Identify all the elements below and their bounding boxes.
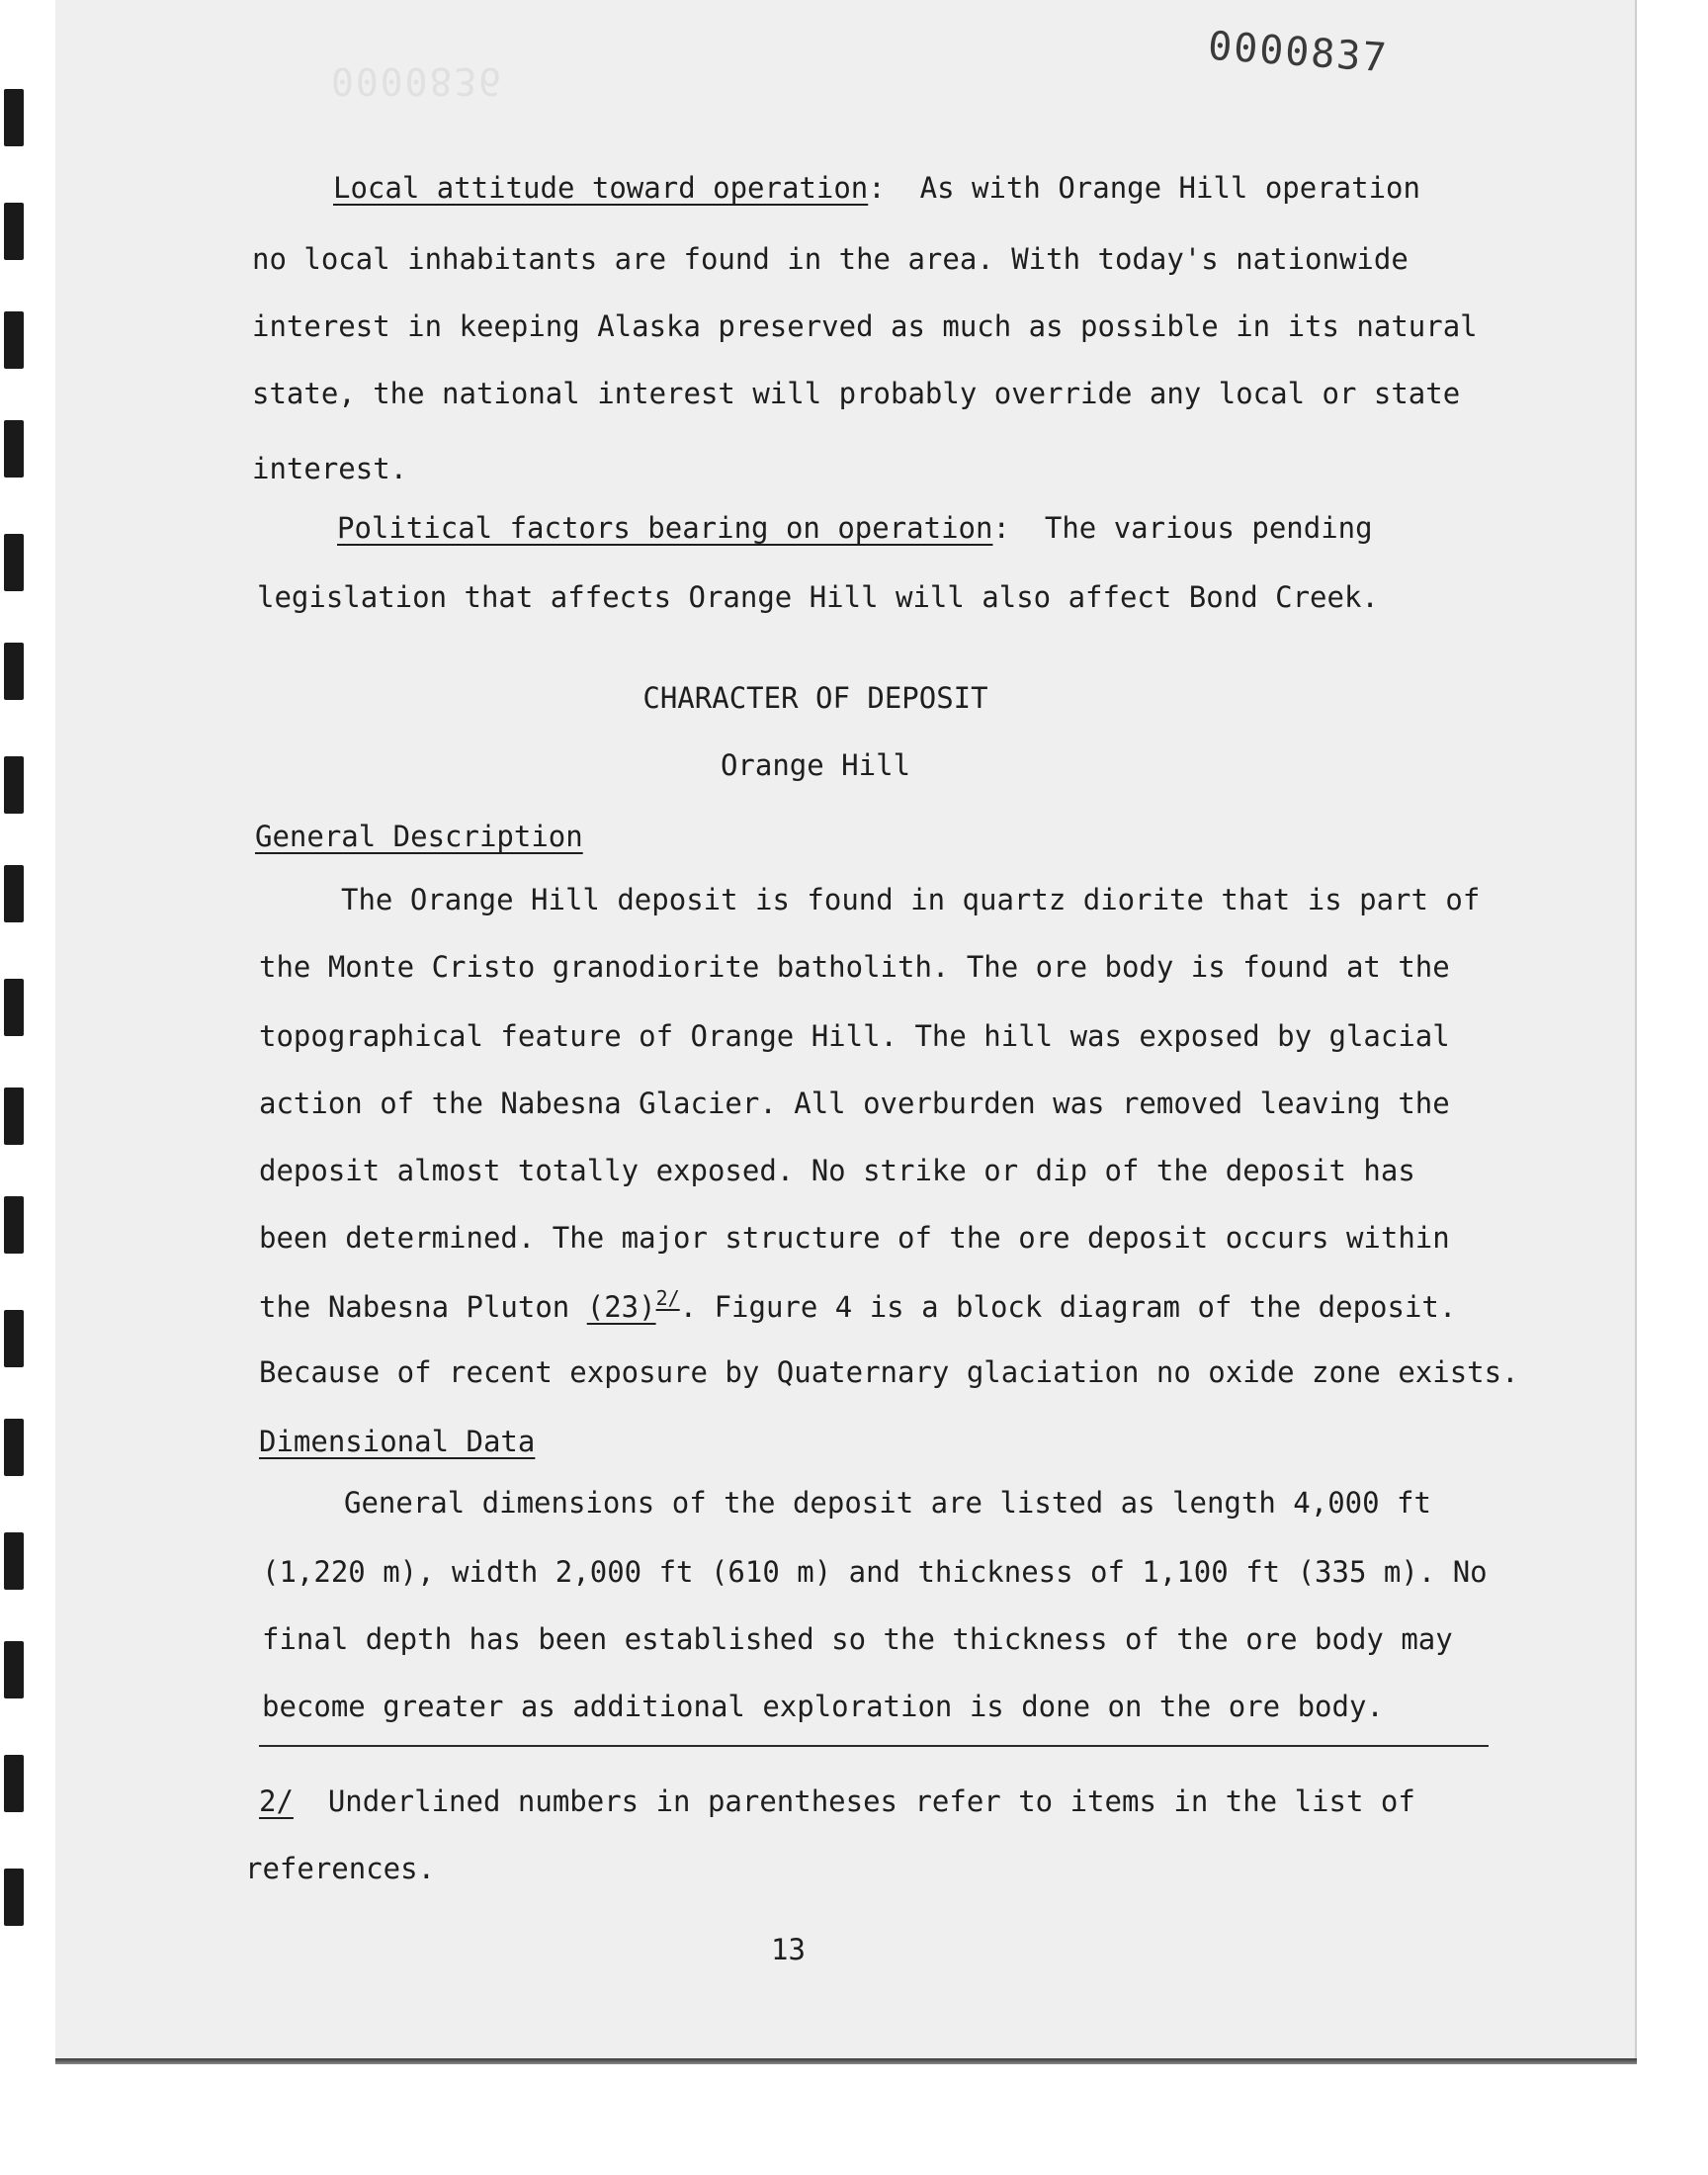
- footnote-marker: 2/: [655, 1286, 680, 1310]
- paragraph-line: state, the national interest will probably override any local or state: [252, 377, 1461, 410]
- footnote-mark: 2/: [259, 1784, 294, 1818]
- binding-hole: [4, 420, 24, 478]
- binding-hole: [4, 1196, 24, 1254]
- footnote-line: references.: [245, 1852, 436, 1885]
- subsection-heading-dimensional-data: Dimensional Data: [259, 1425, 536, 1458]
- paragraph-line: interest in keeping Alaska preserved as much as possible in its natural: [252, 309, 1478, 343]
- paragraph-line: legislation that affects Orange Hill will also affect Bond Creek.: [257, 580, 1379, 614]
- binding-hole: [4, 1310, 24, 1367]
- binding-hole: [4, 865, 24, 922]
- binding-hole: [4, 643, 24, 700]
- paragraph-line: deposit almost totally exposed. No strike or dip of the deposit has: [259, 1154, 1415, 1187]
- binding-hole: [4, 979, 24, 1036]
- page-bottom-edge: [55, 2058, 1637, 2064]
- binding-hole: [4, 756, 24, 814]
- binding-hole: [4, 1088, 24, 1145]
- section-title: CHARACTER OF DEPOSIT: [642, 681, 988, 715]
- reference-number: (23): [586, 1290, 656, 1324]
- page-number: 13: [771, 1933, 806, 1966]
- binding-hole: [4, 1869, 24, 1926]
- binding-hole: [4, 203, 24, 260]
- paragraph-line: the Nabesna Pluton $(23)^{2/}$. Figure 4 is a block diagram of the deposit.: [259, 1286, 1457, 1324]
- binding-hole: [4, 1532, 24, 1590]
- paragraph-line: interest.: [252, 452, 408, 485]
- paragraph-line: Because of recent exposure by Quaternary glaciation no oxide zone exists.: [259, 1355, 1519, 1389]
- document-number-stamp: 0000837: [1206, 23, 1390, 82]
- binding-hole: [4, 1641, 24, 1698]
- bleed-through-stamp: 0000836: [331, 59, 504, 103]
- paragraph-line: (1,220 m), width 2,000 ft (610 m) and thickness of 1,100 ft (335 m). No: [262, 1555, 1488, 1589]
- paragraph-line: General dimensions of the deposit are listed as length 4,000 ft: [344, 1486, 1431, 1520]
- binding-hole: [4, 311, 24, 369]
- paragraph-line: Local attitude toward operation: As with Orange Hill operation: [333, 171, 1420, 205]
- subsection-heading-general-description: General Description: [255, 820, 583, 853]
- paragraph-line: action of the Nabesna Glacier. All overburden was removed leaving the: [259, 1087, 1450, 1120]
- binding-hole: [4, 89, 24, 146]
- section-heading-local-attitude: Local attitude toward operation: [333, 171, 869, 205]
- footnote: 2/ Underlined numbers in parentheses refer to items in the list of: [259, 1784, 1415, 1818]
- paragraph-line: final depth has been established so the thickness of the ore body may: [262, 1622, 1453, 1656]
- paragraph-line: been determined. The major structure of the ore deposit occurs within: [259, 1221, 1450, 1255]
- paragraph-line: The Orange Hill deposit is found in quartz diorite that is part of: [341, 883, 1481, 916]
- footnote-divider: [259, 1745, 1489, 1747]
- section-heading-political-factors: Political factors bearing on operation: [337, 511, 993, 545]
- paragraph-line: topographical feature of Orange Hill. The hill was exposed by glacial: [259, 1019, 1450, 1053]
- paragraph-line: Political factors bearing on operation: The various pending: [337, 511, 1373, 545]
- paragraph-line: become greater as additional exploration is done on the ore body.: [262, 1690, 1384, 1723]
- binding-hole: [4, 1419, 24, 1476]
- binding-hole: [4, 534, 24, 591]
- binding-hole: [4, 1755, 24, 1812]
- section-subtitle: Orange Hill: [720, 748, 911, 782]
- paragraph-line: no local inhabitants are found in the area. With today's nationwide: [252, 242, 1409, 276]
- paragraph-line: the Monte Cristo granodiorite batholith. The ore body is found at the: [259, 950, 1450, 984]
